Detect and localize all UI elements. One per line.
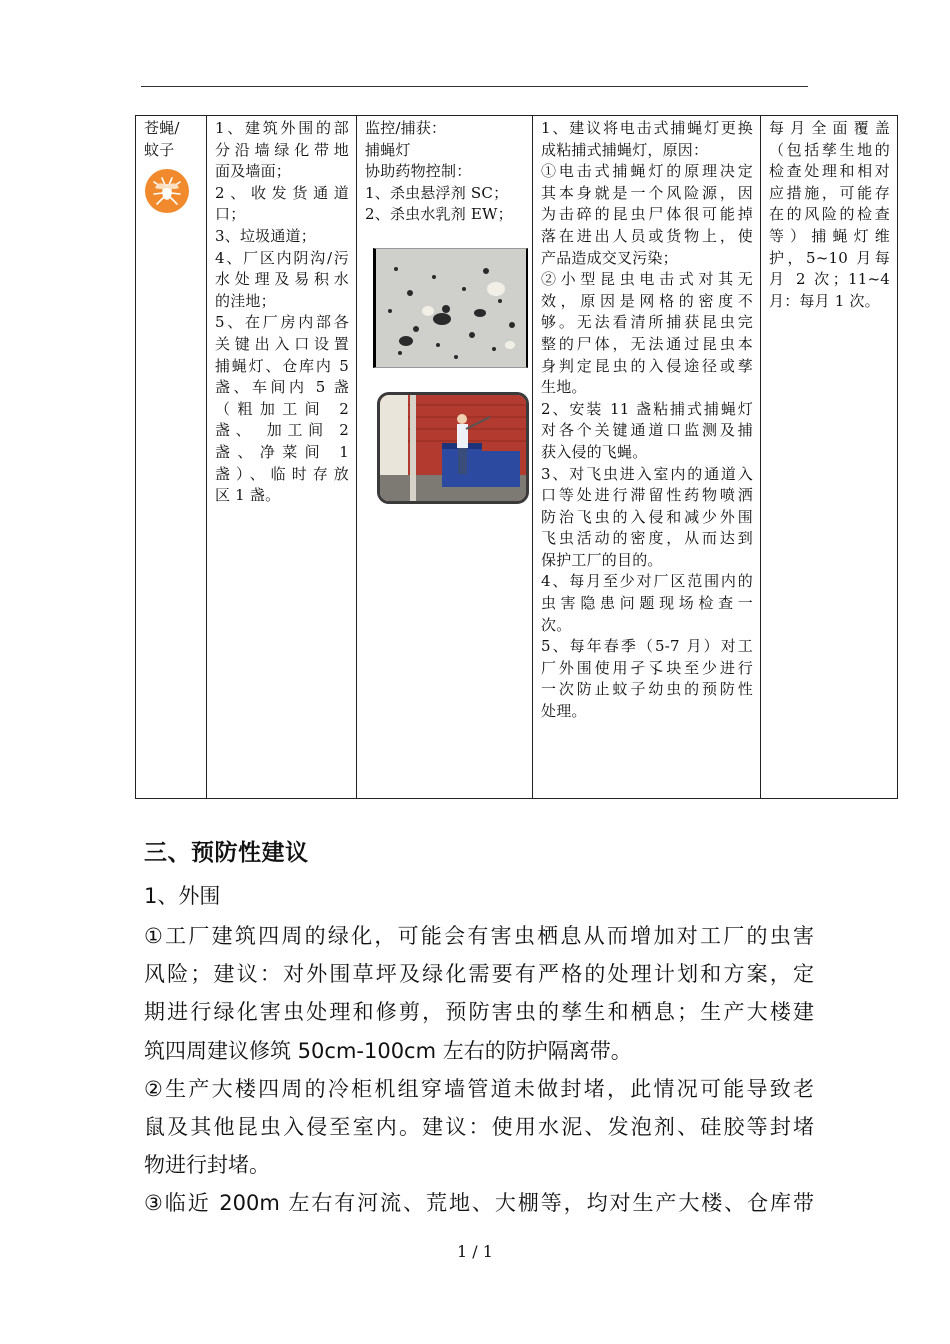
area-line: 面及墙面； <box>215 162 292 181</box>
suggestions-cell <box>533 116 761 799</box>
area-line: 盏）、临时存放 <box>215 464 349 483</box>
paragraph-line: 期进行绿化害虫处理和修剪，预防害虫的孳生和栖息；生产大楼建 <box>144 1000 814 1025</box>
suggestion-line: 为击碎的昆虫尸体很可能掉 <box>541 205 753 224</box>
suggestion-line: 厂外围使用孑孓块至少进行 <box>541 658 753 677</box>
page-number: 1 / 1 <box>457 1242 493 1261</box>
area-line: 盏、净菜间 1 <box>215 442 349 461</box>
frequency-line: 护，5~10 月每 <box>769 248 890 267</box>
suggestion-line: 获入侵的飞蝇。 <box>541 442 648 461</box>
suggestion-line: 飞虫活动的密度，从而达到 <box>541 529 753 548</box>
suggestion-line: 5、每年春季（5-7 月）对工 <box>541 637 753 656</box>
area-line: 关键出入口设置 <box>215 334 349 353</box>
frequency-line: 在的风险的检查 <box>769 205 890 224</box>
method-line: 协助药物控制： <box>365 162 472 181</box>
suggestion-line: 一次防止蚊子幼虫的预防性 <box>541 680 753 699</box>
glue-trap-photo <box>373 248 528 368</box>
suggestion-line: 其本身就是一个风险源，因 <box>541 183 753 202</box>
pest-control-table <box>135 115 898 799</box>
suggestion-line: 整的尸体，无法通过昆虫本 <box>541 334 753 353</box>
paragraph-line: ③临近 200m 左右有河流、荒地、大棚等，均对生产大楼、仓库带 <box>144 1191 814 1216</box>
method-line: 1、杀虫悬浮剂 SC； <box>365 183 509 202</box>
suggestion-line: 生地。 <box>541 378 587 397</box>
table-row <box>136 116 898 799</box>
preventive-paragraphs <box>144 917 814 1223</box>
suggestion-line: 身判定昆虫的入侵途径或孳 <box>541 356 753 375</box>
worker-spraying-photo <box>377 392 529 504</box>
area-line: 水处理及易积水 <box>215 270 349 289</box>
method-line: 监控/捕获： <box>365 119 447 137</box>
area-line: 4、厂区内阴沟/污 <box>215 248 349 267</box>
suggestion-line: 产品造成交叉污染； <box>541 248 678 267</box>
section-title: 三、预防性建议 <box>144 840 309 866</box>
frequency-line: 应措施，可能存 <box>769 183 890 202</box>
area-line: （粗加工间 2 <box>215 399 349 418</box>
suggestion-line: 次。 <box>541 615 572 634</box>
suggestion-line: 保护工厂的目的。 <box>541 550 663 569</box>
sub-title: 1、外围 <box>144 884 221 908</box>
suggestion-line: 效，原因是网格的密度不 <box>541 291 753 310</box>
area-line: 5、在厂房内部各 <box>215 313 349 332</box>
pest-name-line-2: 蚊子 <box>144 140 175 159</box>
suggestion-line: 1、建议将电击式捕蝇灯更换 <box>541 119 753 137</box>
suggestion-line: 3、对飞虫进入室内的通道入 <box>541 464 753 483</box>
suggestion-line: 4、每月至少对厂区范围内的 <box>541 572 753 591</box>
frequency-line: （包括孳生地的 <box>769 140 890 159</box>
frequency-line: 每月全面覆盖 <box>769 119 890 137</box>
paragraph-line: 筑四周建议修筑 50cm-100cm 左右的防护隔离带。 <box>144 1038 632 1063</box>
suggestion-line: 处理。 <box>541 702 587 721</box>
method-line: 2、杀虫水乳剂 EW； <box>365 205 513 224</box>
frequency-line: 等）捕蝇灯维 <box>769 226 890 245</box>
area-line: 区 1 盏。 <box>215 486 281 505</box>
pest-name-line-1: 苍蝇/ <box>144 119 180 137</box>
methods-cell <box>357 116 533 799</box>
suggestion-line: 对各个关键通道口监测及捕 <box>541 421 753 440</box>
area-line: 的洼地； <box>215 291 276 310</box>
paragraph-line: ①工厂建筑四周的绿化，可能会有害虫栖息从而增加对工厂的虫害 <box>144 924 814 948</box>
suggestion-line: 2、安装 11 盏粘捕式捕蝇灯 <box>541 399 753 418</box>
method-line: 捕蝇灯 <box>365 140 411 159</box>
paragraph-line: 鼠及其他昆虫入侵至室内。建议：使用水泥、发泡剂、硅胶等封堵 <box>144 1115 814 1140</box>
paragraph-line: ②生产大楼四周的冷柜机组穿墙管道未做封堵，此情况可能导致老 <box>144 1076 814 1101</box>
area-line: 3、垃圾通道； <box>215 226 316 245</box>
suggestion-line: 够。无法看清所捕获昆虫完 <box>541 313 753 332</box>
area-line: 盏、 加工间 2 <box>215 421 349 440</box>
paragraph-line: 风险；建议：对外围草坪及绿化需要有严格的处理计划和方案，定 <box>144 962 814 987</box>
frequency-line: 月 2 次；11~4 <box>769 270 890 289</box>
frequency-line: 月：每月 1 次。 <box>769 291 880 310</box>
area-line: 口； <box>215 205 246 224</box>
frequency-cell <box>761 116 898 799</box>
suggestion-line: 成粘捕式捕蝇灯，原因： <box>541 140 709 159</box>
area-line: 1、建筑外围的部 <box>215 119 349 137</box>
paragraph-line: 物进行封堵。 <box>144 1153 270 1178</box>
areas-cell <box>207 116 357 799</box>
fly-icon <box>145 169 189 213</box>
area-line: 分沿墙绿化带地 <box>215 140 349 159</box>
suggestion-line: ①电击式捕蝇灯的原理决定 <box>541 162 753 181</box>
header-rule <box>141 86 808 87</box>
suggestion-line: 口等处进行滞留性药物喷洒 <box>541 486 753 505</box>
pest-cell <box>136 116 207 799</box>
suggestion-line: 虫害隐患问题现场检查一 <box>541 594 753 613</box>
area-line: 2、收发货通道 <box>215 183 349 202</box>
area-line: 捕蝇灯、仓库内 5 <box>215 356 349 375</box>
suggestion-line: ②小型昆虫电击式对其无 <box>541 270 753 289</box>
suggestion-line: 防治飞虫的入侵和减少外围 <box>541 507 753 526</box>
area-line: 盏、车间内 5 盏 <box>215 378 349 397</box>
frequency-line: 检查处理和相对 <box>769 162 890 181</box>
suggestion-line: 落在进出人员或货物上，使 <box>541 226 753 245</box>
